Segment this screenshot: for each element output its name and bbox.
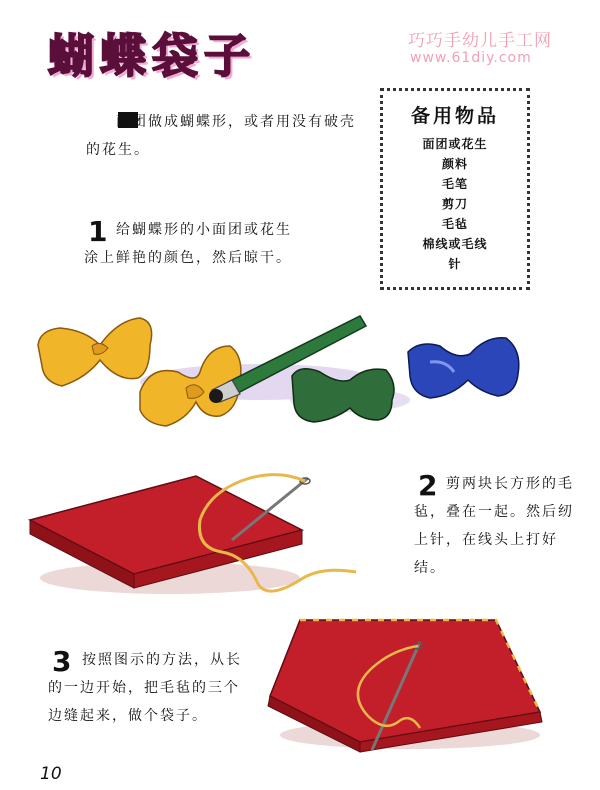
step-1-number: 1 <box>88 215 108 248</box>
brand-url: www.61diy.com <box>410 50 532 66</box>
materials-title: 备用物品 <box>410 105 499 127</box>
step-3-text: 按照图示的方法，从长的一边开始，把毛毡的三个边缝起来，做个袋子。 <box>48 652 242 724</box>
materials-item: 针 <box>448 257 462 271</box>
materials-item: 毛笔 <box>441 177 468 191</box>
materials-item: 棉线或毛线 <box>422 237 488 251</box>
brand-watermark: 巧巧手幼儿手工网 <box>408 31 552 51</box>
materials-item: 颜料 <box>441 157 468 171</box>
yellow-bow-1 <box>38 318 152 386</box>
materials-item: 毛毡 <box>441 217 468 231</box>
step-3-number: 3 <box>52 645 72 678</box>
step-2-number: 2 <box>418 469 438 502</box>
materials-item: 剪刀 <box>441 197 468 211</box>
page-number: 10 <box>40 764 62 784</box>
blue-bow <box>408 338 519 398</box>
materials-item: 面团或花生 <box>422 137 488 151</box>
intro-text: 面团做成蝴蝶形，或者用没有破壳的花生。 <box>86 114 356 158</box>
page-title: 蝴蝶袋子 <box>48 29 256 83</box>
step-1-text: 给蝴蝶形的小面团或花生涂上鲜艳的颜色，然后晾干。 <box>84 222 292 266</box>
step-2-text: 剪两块长方形的毛毡，叠在一起。然后纫上针，在线头上打好结。 <box>414 476 574 576</box>
